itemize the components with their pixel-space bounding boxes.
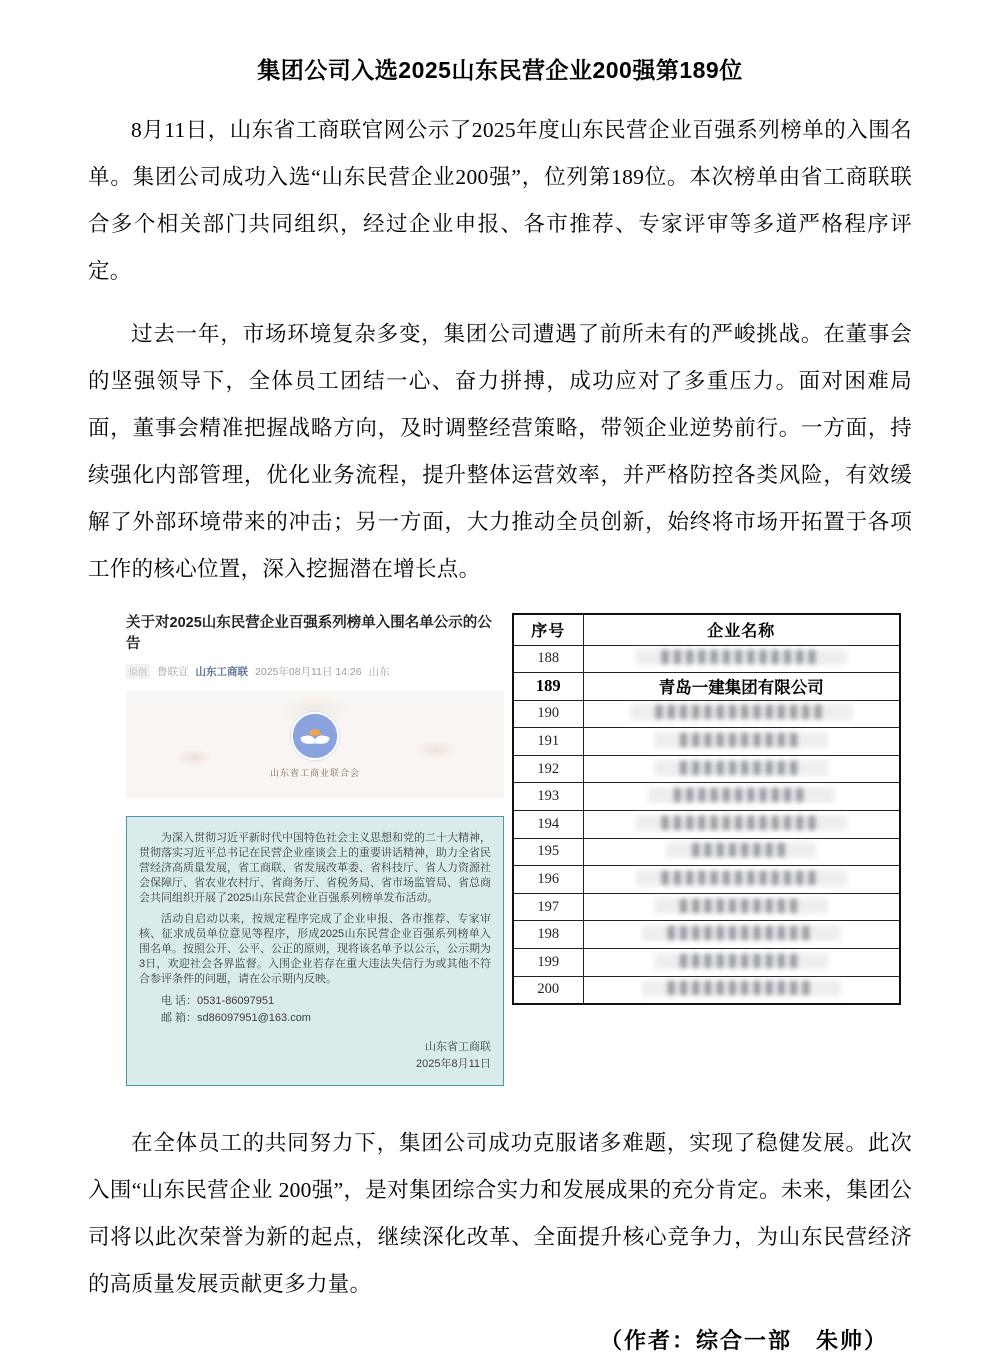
header-company: 企业名称 (583, 614, 900, 645)
notice-signer: 山东省工商联 (425, 1041, 491, 1054)
rank-cell: 193 (513, 783, 583, 811)
company-name-redacted: ▊▊▊▊▊▊▊▊▊▊▊▊ (642, 925, 841, 941)
paragraph-3: 在全体员工的共同努力下，集团公司成功克服诸多难题，实现了稳健发展。此次入围“山东民营企业 200强”，是对集团综合实力和发展成果的充分肯定。未来，集团公司将以此次荣誉为新的起点，继续深化改革、全面提升核心竞争力，为山东民营经济的高质量发展贡献更多力量。 (88, 1131, 912, 1297)
company-name-redacted: ▊▊▊▊▊▊▊▊▊▊▊▊ (642, 980, 841, 996)
table-row (513, 949, 900, 977)
company-name-redacted: ▊▊▊▊▊▊▊▊▊▊▊▊▊ (636, 870, 847, 886)
company-cell (583, 893, 900, 921)
notice-paragraph-2: 活动自启动以来，按规定程序完成了企业申报、各市推荐、专家审核、征求成员单位意见等程序，形成2025山东民营企业百强系列榜单入围名单。按照公开、公平、公正的原则，现将该名单予以公示，公示期为3日，欢迎社会各界监督。入围企业若存在重大违法失信行为或其他不符合参评条件的问题，请在公示期内反映。 (139, 913, 491, 986)
company-name: 青岛一建集团有限公司 (658, 678, 824, 698)
table-row (513, 921, 900, 949)
table-row (513, 783, 900, 811)
company-name-redacted: ▊▊▊▊▊▊▊▊▊▊ (654, 732, 828, 748)
company-cell (583, 866, 900, 894)
company-cell (583, 728, 900, 756)
company-name-redacted: ▊▊▊▊▊▊▊▊▊▊ (654, 953, 828, 969)
rank-cell: 192 (513, 755, 583, 783)
rank-cell: 191 (513, 728, 583, 756)
ranking-table-body (513, 645, 900, 1004)
table-row (513, 838, 900, 866)
company-cell (583, 838, 900, 866)
company-cell (583, 921, 900, 949)
company-cell (583, 949, 900, 977)
rank-cell: 190 (513, 700, 583, 728)
table-row (513, 976, 900, 1004)
notice-phone: 电 话：0531-86097951 (161, 995, 275, 1008)
rank-cell: 196 (513, 866, 583, 894)
rank-cell: 189 (513, 673, 583, 701)
paragraph-1: 8月11日，山东省工商联官网公示了2025年度山东民营企业百强系列榜单的入围名单。集团公司成功入选“山东民营企业200强”，位列第189位。本次榜单由省工商联联合多个相关部门共同组织，经过企业申报、各市推荐、专家评审等多道严格程序评定。 (88, 118, 912, 283)
notice-sign-date: 2025年8月11日 (415, 1058, 491, 1071)
table-row (513, 728, 900, 756)
announcement-title: 关于对2025山东民营企业百强系列榜单入围名单公示的公告 (126, 615, 492, 653)
notice-box (126, 816, 504, 1086)
rank-cell: 194 (513, 811, 583, 839)
rank-cell: 197 (513, 893, 583, 921)
header-rank: 序号 (513, 614, 583, 645)
company-cell (583, 811, 900, 839)
account-name: 山东工商联 (195, 666, 249, 679)
paragraph-2: 过去一年，市场环境复杂多变，集团公司遭遇了前所未有的严峻挑战。在董事会的坚强领导下，全体员工团结一心、奋力拼搏，成功应对了多重压力。面对困难局面，董事会精准把握战略方向，及时调整经营策略，带领企业逆势前行。一方面，持续强化内部管理，优化业务流程，提升整体运营效率，并严格防控各类风险，有效缓解了外部环境带来的冲击；另一方面，大力推动全员创新，始终将市场开拓置于各项工作的核心位置，深入挖掘潜在增长点。 (88, 322, 912, 581)
announcement-screenshot (126, 613, 504, 1086)
announcement-location: 山东 (368, 666, 390, 679)
company-cell (583, 783, 900, 811)
rank-cell: 200 (513, 976, 583, 1004)
figures-row (126, 613, 1000, 1086)
announcement-author: 鲁联宣 (157, 666, 189, 679)
rank-cell: 195 (513, 838, 583, 866)
company-cell (583, 645, 900, 673)
original-badge: 原创 (126, 664, 150, 679)
document-page (0, 52, 1000, 1369)
company-name-redacted: ▊▊▊▊▊▊▊▊▊▊▊ (648, 787, 835, 803)
table-row (513, 866, 900, 894)
table-row (513, 673, 900, 701)
federation-logo-icon (289, 710, 341, 762)
company-name-redacted: ▊▊▊▊▊▊▊▊▊▊ (654, 760, 828, 776)
notice-email: 邮 箱：sd86097951@163.com (161, 1012, 311, 1025)
company-cell (583, 700, 900, 728)
author-attribution: （作者：综合一部 朱帅） (599, 1328, 888, 1354)
table-header-row (513, 614, 900, 645)
ranking-table (512, 613, 901, 1005)
federation-logo-banner (126, 691, 504, 798)
company-name-redacted: ▊▊▊▊▊▊▊▊▊▊ (654, 898, 828, 914)
notice-paragraph-1: 为深入贯彻习近平新时代中国特色社会主义思想和党的二十大精神，贯彻落实习近平总书记在民营企业座谈会上的重要讲话精神，助力全省民营经济高质量发展，省工商联、省发展改革委、省科技厅、省人力资源社会保障厅、省农业农村厅、省商务厅、省税务局、省市场监管局、省总商会共同组织开展了2025山东民营企业百强系列榜单发布活动。 (139, 832, 491, 905)
company-cell (583, 755, 900, 783)
federation-logo-caption: 山东省工商业联合会 (269, 768, 360, 779)
company-cell (583, 673, 900, 701)
table-row (513, 893, 900, 921)
rank-cell: 199 (513, 949, 583, 977)
company-name-redacted: ▊▊▊▊▊▊▊▊▊▊▊▊▊▊ (630, 704, 853, 720)
company-cell (583, 976, 900, 1004)
table-row (513, 700, 900, 728)
company-name-redacted: ▊▊▊▊▊▊▊▊▊▊▊▊▊ (636, 649, 847, 665)
page-title: 集团公司入选2025山东民营企业200强第189位 (257, 57, 743, 83)
company-name-redacted: ▊▊▊▊▊▊▊▊▊▊▊▊▊ (636, 815, 847, 831)
company-name-redacted: ▊▊▊▊▊▊▊▊ (666, 842, 816, 858)
announcement-datetime: 2025年08月11日 14:26 (255, 666, 362, 679)
table-row (513, 645, 900, 673)
rank-cell: 198 (513, 921, 583, 949)
rank-cell: 188 (513, 645, 583, 673)
table-row (513, 811, 900, 839)
table-row (513, 755, 900, 783)
announcement-meta (126, 664, 504, 679)
